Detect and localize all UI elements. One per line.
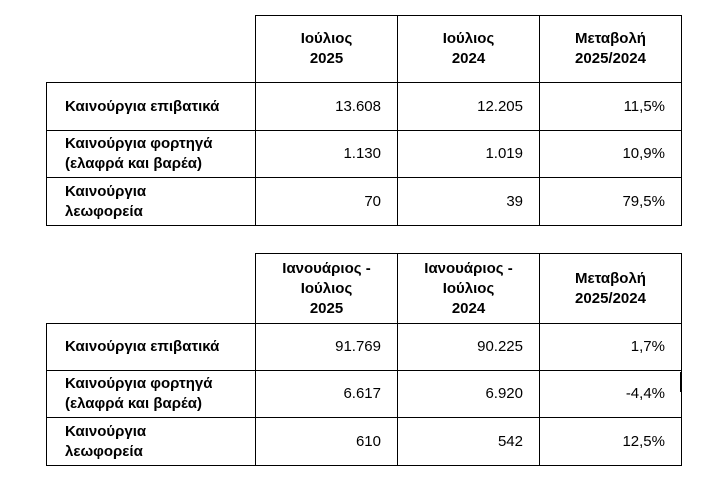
table-header-row: [47, 254, 682, 324]
table-header-row: [47, 16, 682, 83]
cell-value-2025: 91.769: [256, 324, 398, 371]
cell-change: 1,7%: [540, 324, 682, 371]
header-change: Μεταβολή 2025/2024: [540, 254, 682, 324]
row-label-passenger-cars: Καινούργια επιβατικά: [47, 83, 256, 131]
cell-value-2025: 610: [256, 418, 398, 466]
header-july-2025: Ιούλιος 2025: [256, 16, 398, 83]
empty-corner-cell: [47, 254, 256, 324]
cell-change: 10,9%: [540, 131, 682, 178]
table-row: [47, 371, 682, 418]
cell-value-2024: 542: [398, 418, 540, 466]
table-row: [47, 418, 682, 466]
cell-change: 79,5%: [540, 178, 682, 226]
cell-change: 11,5%: [540, 83, 682, 131]
monthly-registrations-table: [46, 15, 682, 226]
cell-change: 12,5%: [540, 418, 682, 466]
cell-value-2024: 39: [398, 178, 540, 226]
row-label-passenger-cars: Καινούργια επιβατικά: [47, 324, 256, 371]
cell-value-2024: 6.920: [398, 371, 540, 418]
row-label-buses: Καινούργια λεωφορεία: [47, 178, 256, 226]
table-row: [47, 83, 682, 131]
table-row: [47, 131, 682, 178]
cell-value-2025: 13.608: [256, 83, 398, 131]
row-label-trucks: Καινούργια φορτηγά (ελαφρά και βαρέα): [47, 131, 256, 178]
header-july-2024: Ιούλιος 2024: [398, 16, 540, 83]
cell-change: -4,4%: [540, 371, 682, 418]
cell-value-2024: 90.225: [398, 324, 540, 371]
ytd-registrations-table: [46, 253, 682, 466]
cell-value-2025: 1.130: [256, 131, 398, 178]
cell-value-2024: 1.019: [398, 131, 540, 178]
header-jan-jul-2025: Ιανουάριος - Ιούλιος 2025: [256, 254, 398, 324]
cell-value-2024: 12.205: [398, 83, 540, 131]
row-label-trucks: Καινούργια φορτηγά (ελαφρά και βαρέα): [47, 371, 256, 418]
cell-value-2025: 6.617: [256, 371, 398, 418]
header-jan-jul-2024: Ιανουάριος - Ιούλιος 2024: [398, 254, 540, 324]
table-row: [47, 324, 682, 371]
text-cursor: [680, 372, 681, 392]
empty-corner-cell: [47, 16, 256, 83]
cell-value-2025: 70: [256, 178, 398, 226]
header-change: Μεταβολή 2025/2024: [540, 16, 682, 83]
row-label-buses: Καινούργια λεωφορεία: [47, 418, 256, 466]
table-row: [47, 178, 682, 226]
